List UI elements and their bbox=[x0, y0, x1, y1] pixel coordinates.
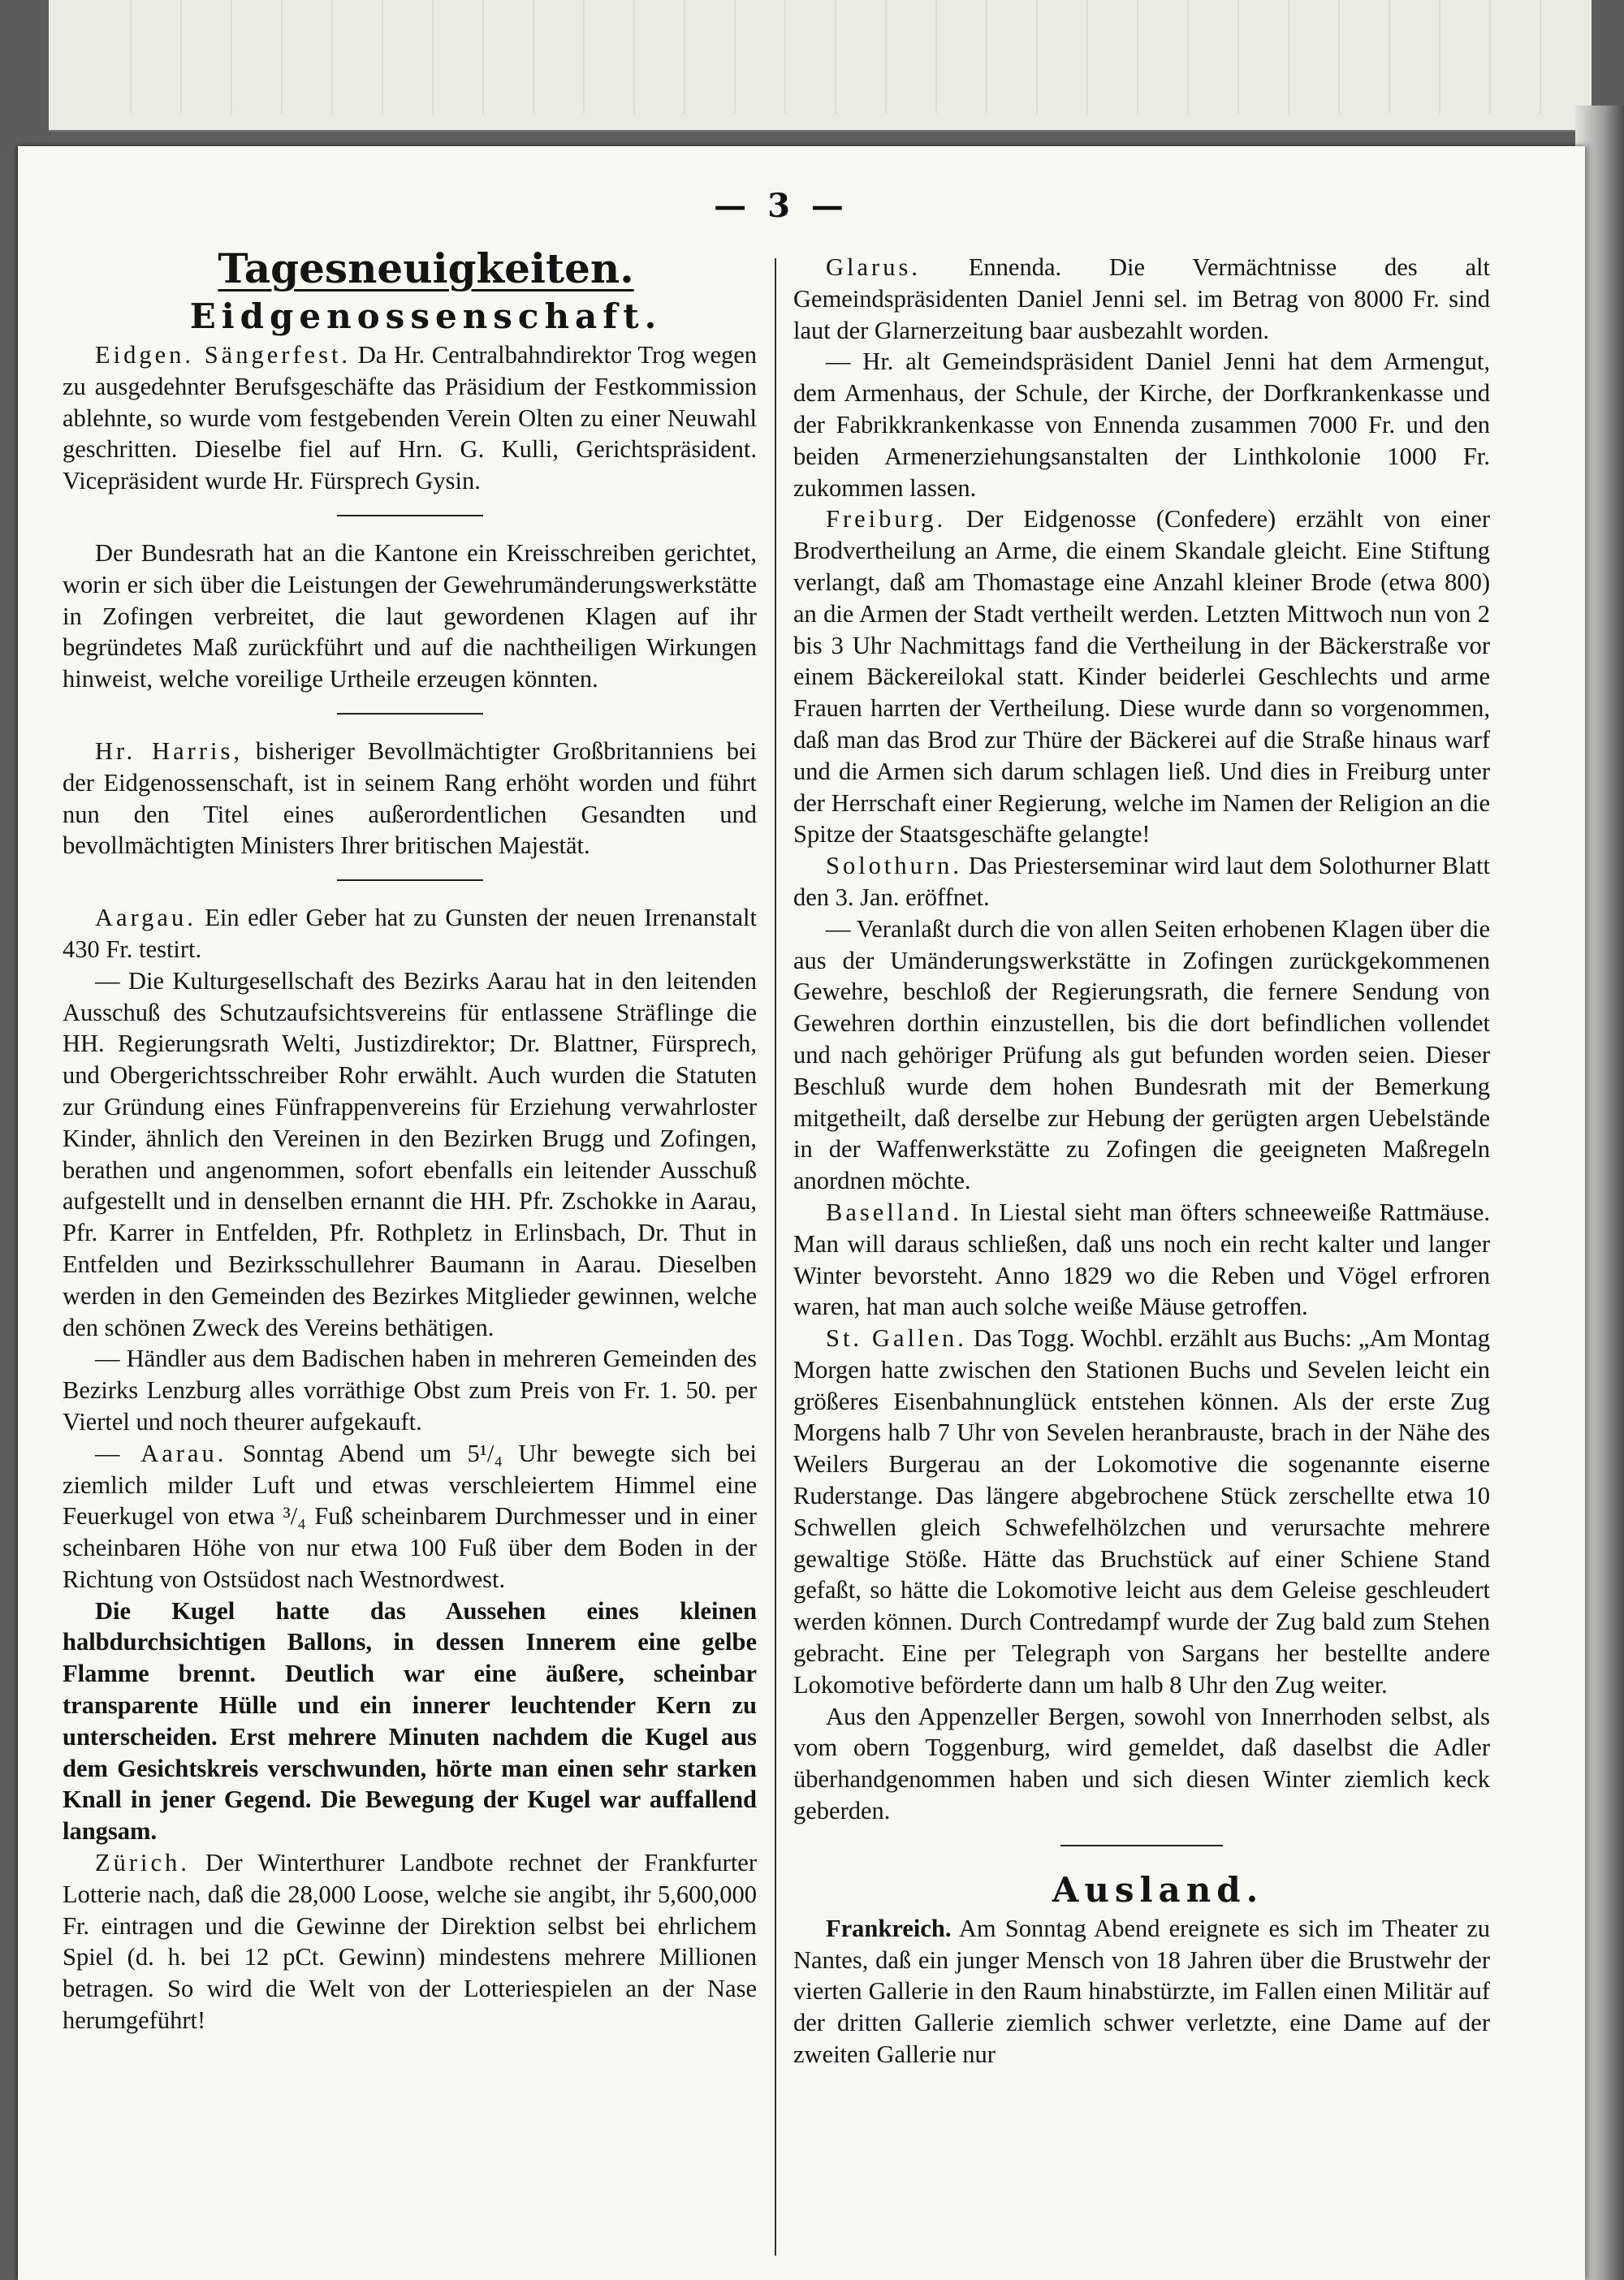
article bbox=[63, 339, 757, 497]
article bbox=[793, 252, 1490, 346]
right-column bbox=[793, 252, 1490, 2071]
article-text: Der Eidgenosse (Confedere) erzählt von einer Brodvertheilung an Arme, die einem Skandale gleicht. Eine Stiftung verlangt, daß am Thomastage eine Anzahl kleiner Brode (etwa 800) an die Armen der Stadt vertheilt werden. Letzten Mittwoch nun von 2 bis 3 Uhr Nachmittags fand die Vertheilung in der Bäckerstraße vor einem Bäckereilokal statt. Kinder beiderlei Geschlechts und arme Frauen harrten der Vertheilung. Diese wurde dann so vorgenommen, daß man das Brod zur Thüre der Bäckerei auf die Straße hinaus warf und die Armen sich darum schlagen ließ. Und dies in Freiburg unter der Herrschaft einer Regierung, welche im Namen der Religion an die Spitze der Staatsgeschäfte gelangte! bbox=[793, 505, 1490, 849]
article-text: Hr. alt Gemeindspräsident Daniel Jenni hat dem Armengut, dem Armenhaus, der Schule, der Kirche, der Dorfkrankenkasse und der Fabrikkrankenkasse von Ennenda zusammen 7000 Fr. und den beiden Armenerziehungsanstalten der Linthkolonie 1000 Fr. zukommen lassen. bbox=[793, 348, 1490, 502]
separator-rule bbox=[337, 713, 483, 715]
separator-rule bbox=[1060, 1845, 1223, 1846]
article-text: Das Togg. Wochbl. erzählt aus Buchs: „Am Montag Morgen hatte zwischen den Stationen Buchs und Sevelen leicht ein größeres Eisenbahnunglück entstehen können. Als der erste Zug Morgens halb 7 Uhr von Sevelen heranbrauste, brach in der Nähe des Weilers Burgerau an der Lokomotive die sogenannte eiserne Ruderstange. Das längere abgebrochene Stück zerschellte etwa 10 Schwellen gleich Schwefelhölzchen und verursachte mehrere gewaltige Stöße. Hätte das Bruchstück auf einer Schiene Stand gefaßt, so hätte die Lokomotive leicht aus dem Geleise geschleudert werden können. Durch Contredampf wurde der Zug bald zum Stehen gebracht. Eine per Telegraph von Sargans her bestellte andere Lokomotive beförderte dann um halb 8 Uhr den Zug weiter. bbox=[793, 1324, 1490, 1699]
article-lead: Aargau. bbox=[95, 904, 197, 932]
article-lead: Solothurn. bbox=[826, 852, 962, 880]
newspaper-page bbox=[18, 146, 1585, 2280]
article-lead: Glarus. bbox=[826, 253, 921, 281]
article bbox=[793, 1197, 1490, 1323]
article-lead: St. Gallen. bbox=[826, 1324, 967, 1353]
article bbox=[793, 913, 1490, 1197]
article bbox=[793, 1323, 1490, 1701]
article-text: Am Sonntag Abend ereignete es sich im Theater zu Nantes, daß ein junger Mensch von 18 Jahren über die Brustwehr der vierten Gallerie in den Raum hinabstürzte, im Fallen einen Militär auf der dritten Gallerie ziemlich schwer verletzte, eine Dame auf der zweiten Gallerie nur bbox=[793, 1914, 1490, 2069]
page-number: — 3 — bbox=[714, 187, 849, 225]
article-text: Die Kugel hatte das Aussehen eines kleinen halbdurchsichtigen Ballons, in dessen Innerem eine gelbe Flamme brennt. Deutlich war eine äußere, scheinbar transparente Hülle und ein innerer leuchtender Kern zu unterscheiden. Erst mehrere Minuten nachdem die Kugel aus dem Gesichtskreis verschwunden, hörte man einen sehr starken Knall in jener Gegend. Die Bewegung der Kugel war auffallend langsam. bbox=[63, 1596, 757, 1846]
article-text: Die Kulturgesellschaft des Bezirks Aarau hat in den leitenden Ausschuß des Schutzaufsichtsvereins für entlassene Sträflinge die HH. Regierungsrath Welti, Justizdirektor; Dr. Blattner, Fürsprech, und Obergerichtsschreiber Rohr erwählt. Auch wurden die Statuten zur Gründung eines Fünfrappenvereins für Erziehung verwahrloster Kinder, ähnlich den Vereinen in den Bezirken Brugg und Zofingen, berathen und angenommen, sofort ebenfalls ein leitender Ausschuß aufgestellt und in denselben ernannt die HH. Pfr. Zschokke in Aarau, Pfr. Karrer in Entfelden, Pfr. Rothpletz in Erlinsbach, Dr. Thut in Entfelden und Bezirksschullehrer Baumann in Aarau. Dieselben werden in den Gemeinden des Bezirkes Mitglieder gewinnen, welche den schönen Zweck des Vereins bethätigen. bbox=[63, 966, 758, 1341]
article bbox=[63, 965, 757, 1344]
article-text: Händler aus dem Badischen haben in mehreren Gemeinden des Bezirks Lenzburg alles vorräthige Obst zum Preis von Fr. 1. 50. per Viertel und noch theurer aufgekauft. bbox=[63, 1345, 757, 1436]
article-lead: — Aarau. bbox=[95, 1439, 227, 1467]
article-text: Der Winterthurer Landbote rechnet der Frankfurter Lotterie nach, daß die 28,000 Loose, welche sie angibt, ihr 5,600,000 Fr. eintragen und die Gewinne der Direktion selbst bei ehrlichem Spiel (d. h. bei 12 pCt. Gewinn) mindestens mehrere Millionen betragen. So wird die Welt von der Lotteriespielen an der Nase herumgeführt! bbox=[63, 1849, 757, 2035]
section-title: Tagesneuigkeiten. bbox=[218, 244, 634, 292]
article bbox=[63, 1343, 757, 1437]
article-lead: — bbox=[95, 1345, 120, 1373]
article bbox=[793, 850, 1490, 913]
article bbox=[63, 736, 757, 861]
article-lead: Baselland. bbox=[826, 1198, 962, 1226]
article-text: Der Bundesrath hat an die Kantone ein Kreisschreiben gerichtet, worin er sich über die Leistungen der Gewehrumänderungswerkstätte in Zofingen verbreitet, die laut gewordenen Klagen auf ihr begründetes Maß zurückführt und auf die nachtheiligen Wirkungen hinweist, welche voreilige Urtheile erzeugen könnten. bbox=[63, 538, 757, 693]
article bbox=[793, 503, 1490, 850]
article-lead: — bbox=[95, 966, 120, 995]
article-text: Da Hr. Centralbahndirektor Trog wegen zu ausgedehnter Berufsgeschäfte das Präsidium der Festkommission ablehnte, so wurde vom festgebenden Verein Olten zu einer Neuwahl geschritten. Dieselbe fiel auf Hrn. G. Kulli, Gerichtspräsident. Vicepräsident wurde Hr. Fürsprech Gysin. bbox=[63, 341, 758, 495]
article-text: Ennenda. Die Vermächtnisse des alt Gemeindspräsidenten Daniel Jenni sel. im Betrag von 8000 Fr. sind laut der Glarnerzeitung baar ausbezahlt worden. bbox=[793, 253, 1490, 344]
column-divider bbox=[775, 258, 776, 2256]
article-text: In Liestal sieht man öfters schneeweiße Rattmäuse. Man will daraus schließen, daß uns noch ein recht kalter und langer Winter bevorsteht. Anno 1829 wo die Reben und Vögel erfroren waren, hat man auch solche weiße Mäuse getroffen. bbox=[793, 1198, 1491, 1321]
subsection-title: Eidgenossenschaft. bbox=[189, 296, 663, 336]
article-lead: — bbox=[826, 348, 851, 376]
article-lead: — bbox=[826, 914, 851, 943]
article-lead: Hr. Harris, bbox=[95, 736, 243, 765]
article bbox=[793, 346, 1490, 503]
article-text: Ein edler Geber hat zu Gunsten der neuen Irrenanstalt 430 Fr. testirt. bbox=[63, 904, 758, 963]
article bbox=[63, 1847, 757, 2036]
article-lead: Freiburg. bbox=[826, 505, 947, 533]
article-lead: Frankreich. bbox=[826, 1914, 952, 1942]
article-lead: Eidgen. Sängerfest. bbox=[95, 341, 352, 369]
article bbox=[63, 902, 757, 965]
abroad-title: Ausland. bbox=[1052, 1869, 1264, 1910]
separator-rule bbox=[337, 879, 483, 881]
separator-rule bbox=[337, 515, 483, 516]
article bbox=[63, 538, 757, 695]
article bbox=[793, 1913, 1490, 2071]
article-text: bisheriger Bevollmächtigter Großbritanniens bei der Eidgenossenschaft, ist in seinem Rang erhöht worden und führt nun den Titel eines außerordentlichen Gesandten und bevollmächtigten Ministers Ihrer britischen Majestät. bbox=[63, 736, 757, 860]
left-column bbox=[63, 244, 757, 2036]
underlying-page bbox=[49, 0, 1592, 132]
article bbox=[793, 1701, 1490, 1827]
article-text: Veranlaßt durch die von allen Seiten erhobenen Klagen über die aus der Umänderungswerkstätte in Zofingen zurückgekommenen Gewehre, beschloß der Regierungsrath, die fernere Sendung von Gewehren dorthin einzustellen, bis die dort befindlichen vollendet und nach gehöriger Prüfung als gut befunden worden seien. Dieser Beschluß wurde dem hohen Bundesrath mit der Bemerkung mitgetheilt, daß derselbe zur Hebung der gerügten argen Uebelstände in der Waffenwerkstätte zu Zofingen die geeigneten Maßregeln anordnen möchte. bbox=[793, 914, 1491, 1195]
article bbox=[63, 1596, 757, 1847]
article-lead: Zürich. bbox=[95, 1849, 190, 1877]
article-text: Aus den Appenzeller Bergen, sowohl von Innerrhoden selbst, als vom obern Toggenburg, wird gemeldet, daß daselbst die Adler überhandgenommen haben und sich diesen Winter ziemlich keck geberden. bbox=[793, 1702, 1490, 1825]
article-text: Das Priesterseminar wird laut dem Solothurner Blatt den 3. Jan. eröffnet. bbox=[793, 852, 1490, 911]
article bbox=[63, 1438, 757, 1596]
article-text: Sonntag Abend um 5¹/₄ Uhr bewegte sich bei ziemlich milder Luft und etwas verschleiertem Himmel eine Feuerkugel von etwa ³/₄ Fuß scheinbarem Durchmesser und in einer scheinbaren Höhe von nur etwa 100 Fuß über dem Boden in der Richtung von Ostsüdost nach Westnordwest. bbox=[63, 1439, 757, 1593]
